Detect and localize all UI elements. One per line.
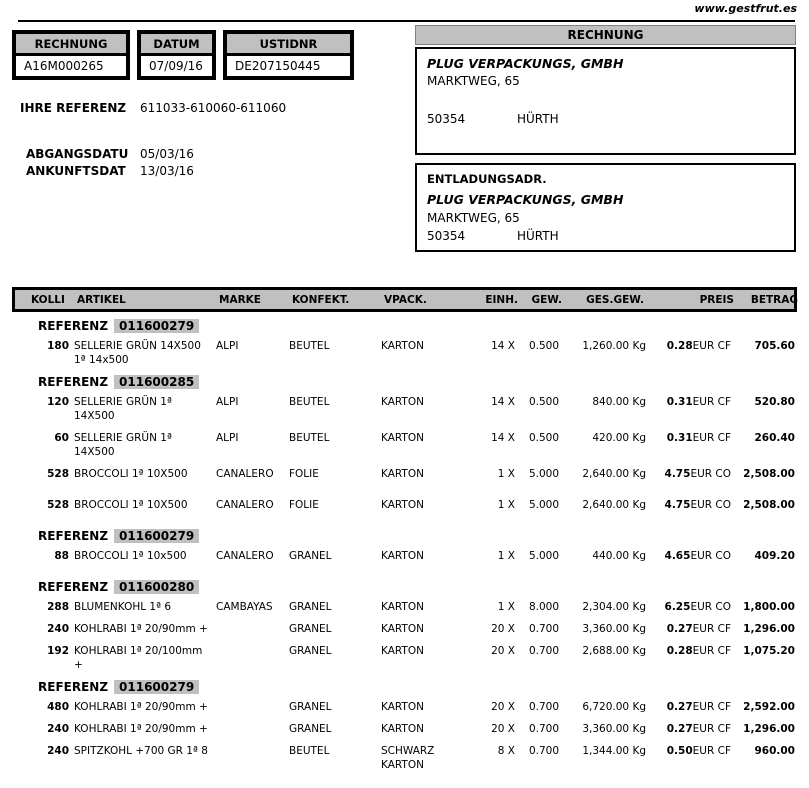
cell-gew: 0.500 (528, 340, 559, 352)
cell-preis (655, 467, 731, 481)
cell-betrag: 705.60 (754, 340, 795, 352)
cell-artikel (74, 700, 216, 714)
cell-gesgew: 2,640.00 Kg (582, 499, 646, 511)
preis-value: 0.27 (666, 723, 693, 735)
reference-label: REFERENZ (38, 580, 109, 594)
departure-date-label: ABGANGSDATU (26, 147, 129, 161)
artikel-line: SELLERIE GRÜN 1ª (74, 396, 172, 408)
cell-gew: 0.700 (528, 645, 559, 657)
table-header (12, 287, 797, 312)
cell-betrag: 960.00 (754, 745, 795, 757)
reference-number: 011600280 (114, 580, 199, 594)
vpack-line: KARTON (381, 550, 424, 562)
reference-number: 011600279 (114, 529, 199, 543)
table-row (12, 700, 809, 714)
artikel-line: BROCCOLI 1ª 10x500 (74, 550, 187, 562)
cell-artikel (74, 549, 216, 563)
cell-konfekt: BEUTEL (289, 340, 330, 352)
col-header-gew: GEW. (531, 293, 562, 306)
reference-number: 011600285 (114, 375, 199, 389)
arrival-date-row (26, 164, 194, 178)
table-row (12, 431, 809, 459)
cell-preis (655, 339, 731, 353)
vpack-line: KARTON (381, 701, 424, 713)
unloading-company-name: PLUG VERPACKUNGS, GMBH (427, 192, 624, 207)
table-row (12, 622, 809, 636)
cell-kolli: 240 (47, 745, 69, 757)
cell-einh: 14 X (491, 340, 515, 352)
col-header-betrag: BETRAG (750, 293, 798, 306)
reference-row (12, 375, 809, 389)
reference-row (12, 529, 809, 543)
cell-einh: 1 X (497, 601, 515, 613)
col-header-artikel: ARTIKEL (77, 293, 126, 306)
cell-vpack (381, 622, 469, 636)
artikel-line: 14X500 (74, 410, 115, 422)
cell-vpack (381, 744, 469, 772)
cell-artikel (74, 395, 216, 423)
cell-gew: 5.000 (528, 499, 559, 511)
cell-vpack (381, 395, 469, 409)
preis-currency-code: EUR CO (690, 499, 731, 511)
vpack-line: KARTON (381, 468, 424, 480)
preis-currency-code: EUR CO (690, 550, 731, 562)
billing-zip: 50354 (427, 112, 466, 126)
table-row (12, 339, 809, 367)
cell-konfekt: GRANEL (289, 645, 332, 657)
cell-gew: 0.700 (528, 623, 559, 635)
cell-preis (655, 600, 731, 614)
cell-kolli: 288 (47, 601, 69, 613)
departure-date-value: 05/03/16 (140, 147, 194, 161)
preis-value: 0.28 (666, 645, 693, 657)
unloading-address-label: ENTLADUNGSADR. (427, 172, 547, 186)
shipping-dates (26, 147, 194, 181)
cell-konfekt: GRANEL (289, 601, 332, 613)
reference-label: REFERENZ (38, 375, 109, 389)
cell-gesgew: 2,688.00 Kg (582, 645, 646, 657)
vpack-line: KARTON (381, 601, 424, 613)
vpack-line: KARTON (381, 432, 424, 444)
billing-city: HÜRTH (517, 112, 559, 126)
cell-gew: 0.500 (528, 432, 559, 444)
vpack-line: KARTON (381, 340, 424, 352)
cell-gew: 0.700 (528, 745, 559, 757)
vpack-line: KARTON (381, 759, 424, 771)
cell-vpack (381, 498, 469, 512)
preis-currency-code: EUR CO (690, 468, 731, 480)
artikel-line: 14X500 (74, 446, 115, 458)
your-reference-value: 611033-610060-611060 (140, 101, 287, 115)
cell-vpack (381, 467, 469, 481)
cell-konfekt: BEUTEL (289, 432, 330, 444)
preis-value: 0.31 (666, 396, 693, 408)
cell-kolli: 180 (47, 340, 69, 352)
preis-currency-code: EUR CF (692, 623, 731, 635)
arrival-date-value: 13/03/16 (140, 164, 194, 178)
cell-gesgew: 2,640.00 Kg (582, 468, 646, 480)
cell-konfekt: GRANEL (289, 723, 332, 735)
col-header-kolli: KOLLI (31, 293, 65, 306)
cell-gesgew: 420.00 Kg (592, 432, 646, 444)
cell-betrag: 2,508.00 (743, 468, 795, 480)
vpack-line: KARTON (381, 723, 424, 735)
cell-gew: 5.000 (528, 550, 559, 562)
cell-marke: ALPI (216, 340, 239, 352)
preis-value: 4.65 (664, 550, 691, 562)
preis-currency-code: EUR CO (690, 601, 731, 613)
table-row (12, 722, 809, 736)
cell-vpack (381, 700, 469, 714)
unloading-street: MARKTWEG, 65 (427, 211, 520, 225)
preis-value: 0.27 (666, 701, 693, 713)
cell-gesgew: 840.00 Kg (592, 396, 646, 408)
table-row (12, 744, 809, 772)
invoice-date-label: DATUM (141, 34, 212, 56)
artikel-line: KOHLRABI 1ª 20/90mm + (74, 623, 208, 635)
cell-marke: ALPI (216, 432, 239, 444)
top-divider (18, 20, 795, 22)
cell-kolli: 480 (47, 701, 69, 713)
preis-value: 6.25 (664, 601, 691, 613)
cell-marke: ALPI (216, 396, 239, 408)
cell-gew: 8.000 (528, 601, 559, 613)
artikel-line: BROCCOLI 1ª 10X500 (74, 499, 188, 511)
cell-gesgew: 1,344.00 Kg (582, 745, 646, 757)
artikel-line: SPITZKOHL +700 GR 1ª 8 (74, 745, 208, 757)
cell-preis (655, 722, 731, 736)
artikel-line: SELLERIE GRÜN 1ª (74, 432, 172, 444)
col-header-marke: MARKE (219, 293, 261, 306)
cell-konfekt: FOLIE (289, 468, 319, 480)
cell-preis (655, 498, 731, 512)
cell-betrag: 260.40 (754, 432, 795, 444)
artikel-line: SELLERIE GRÜN 14X500 (74, 340, 201, 352)
cell-konfekt: GRANEL (289, 550, 332, 562)
cell-einh: 20 X (491, 701, 515, 713)
cell-gesgew: 1,260.00 Kg (582, 340, 646, 352)
cell-vpack (381, 339, 469, 353)
artikel-line: + (74, 659, 83, 671)
preis-value: 0.50 (666, 745, 693, 757)
cell-marke: CANALERO (216, 550, 274, 562)
preis-currency-code: EUR CF (692, 723, 731, 735)
cell-einh: 1 X (497, 468, 515, 480)
cell-preis (655, 622, 731, 636)
preis-currency-code: EUR CF (692, 432, 731, 444)
table-row (12, 644, 809, 672)
cell-einh: 1 X (497, 499, 515, 511)
cell-vpack (381, 549, 469, 563)
preis-value: 0.28 (666, 340, 693, 352)
cell-preis (655, 644, 731, 658)
invoice-number-box (12, 30, 130, 80)
artikel-line: BLUMENKOHL 1ª 6 (74, 601, 172, 613)
cell-kolli: 240 (47, 623, 69, 635)
invoice-info-boxes (12, 30, 361, 80)
cell-kolli: 120 (47, 396, 69, 408)
preis-currency-code: EUR CF (692, 701, 731, 713)
invoice-date-box (137, 30, 216, 80)
cell-betrag: 1,800.00 (743, 601, 795, 613)
cell-betrag: 409.20 (754, 550, 795, 562)
reference-group (12, 375, 809, 512)
cell-betrag: 1,075.20 (743, 645, 795, 657)
invoice-number-value: A16M000265 (24, 59, 104, 73)
vpack-line: KARTON (381, 499, 424, 511)
cell-preis (655, 700, 731, 714)
reference-row (12, 580, 809, 594)
cell-gesgew: 6,720.00 Kg (582, 701, 646, 713)
vat-id-box (223, 30, 354, 80)
artikel-line: KOHLRABI 1ª 20/90mm + (74, 701, 208, 713)
cell-konfekt: BEUTEL (289, 396, 330, 408)
table-body (12, 316, 809, 780)
cell-artikel (74, 431, 216, 459)
artikel-line: KOHLRABI 1ª 20/100mm (74, 645, 203, 657)
cell-kolli: 60 (54, 432, 69, 444)
col-header-gesgew: GES.GEW. (586, 293, 644, 306)
table-row (12, 600, 809, 614)
reference-group (12, 319, 809, 367)
table-row (12, 395, 809, 423)
vat-id-value: DE207150445 (235, 59, 321, 73)
cell-marke: CANALERO (216, 468, 274, 480)
cell-einh: 20 X (491, 645, 515, 657)
artikel-line: BROCCOLI 1ª 10X500 (74, 468, 188, 480)
cell-artikel (74, 467, 216, 481)
arrival-date-label: ANKUNFTSDAT (26, 164, 126, 178)
cell-betrag: 2,508.00 (743, 499, 795, 511)
cell-preis (655, 395, 731, 409)
reference-number: 011600279 (114, 680, 199, 694)
unloading-zip: 50354 (427, 229, 466, 243)
cell-konfekt: BEUTEL (289, 745, 330, 757)
col-header-vpack: VPACK. (384, 293, 427, 306)
your-reference-row (20, 101, 286, 115)
cell-einh: 14 X (491, 432, 515, 444)
table-row (12, 467, 809, 481)
cell-artikel (74, 600, 216, 614)
invoice-number-label: RECHNUNG (16, 34, 126, 56)
cell-gesgew: 3,360.00 Kg (582, 723, 646, 735)
cell-vpack (381, 600, 469, 614)
reference-group (12, 529, 809, 563)
cell-artikel (74, 622, 216, 636)
unloading-address-box (415, 163, 796, 252)
reference-group (12, 680, 809, 772)
artikel-line: KOHLRABI 1ª 20/90mm + (74, 723, 208, 735)
col-header-einh: EINH. (485, 293, 518, 306)
cell-konfekt: GRANEL (289, 701, 332, 713)
cell-vpack (381, 644, 469, 658)
reference-row (12, 319, 809, 333)
recipient-column (415, 25, 796, 252)
preis-value: 0.27 (666, 623, 693, 635)
preis-value: 4.75 (664, 499, 691, 511)
preis-currency-code: EUR CF (692, 745, 731, 757)
cell-marke: CANALERO (216, 499, 274, 511)
cell-vpack (381, 431, 469, 445)
artikel-line: 1ª 14x500 (74, 354, 129, 366)
reference-group (12, 580, 809, 672)
cell-betrag: 1,296.00 (743, 723, 795, 735)
preis-currency-code: EUR CF (692, 396, 731, 408)
cell-kolli: 240 (47, 723, 69, 735)
cell-einh: 20 X (491, 723, 515, 735)
invoice-title-bar: RECHNUNG (415, 25, 796, 45)
cell-betrag: 520.80 (754, 396, 795, 408)
cell-konfekt: GRANEL (289, 623, 332, 635)
cell-preis (655, 744, 731, 758)
cell-marke: CAMBAYAS (216, 601, 273, 613)
cell-artikel (74, 744, 216, 758)
col-header-preis: PREIS (699, 293, 734, 306)
cell-artikel (74, 339, 216, 367)
cell-gew: 0.500 (528, 396, 559, 408)
vpack-line: KARTON (381, 396, 424, 408)
cell-preis (655, 549, 731, 563)
preis-value: 0.31 (666, 432, 693, 444)
preis-currency-code: EUR CF (692, 645, 731, 657)
preis-value: 4.75 (664, 468, 691, 480)
invoice-date-value: 07/09/16 (149, 59, 203, 73)
billing-company-name: PLUG VERPACKUNGS, GMBH (427, 56, 624, 71)
billing-city-row (427, 112, 784, 126)
vpack-line: KARTON (381, 623, 424, 635)
cell-einh: 1 X (497, 550, 515, 562)
reference-row (12, 680, 809, 694)
cell-gesgew: 3,360.00 Kg (582, 623, 646, 635)
website-link: www.gestfrut.es (694, 2, 797, 15)
cell-vpack (381, 722, 469, 736)
cell-betrag: 1,296.00 (743, 623, 795, 635)
cell-kolli: 192 (47, 645, 69, 657)
departure-date-row (26, 147, 194, 161)
table-row (12, 549, 809, 563)
vpack-line: KARTON (381, 645, 424, 657)
cell-kolli: 528 (47, 468, 69, 480)
vpack-line: SCHWARZ (381, 745, 435, 757)
cell-gew: 0.700 (528, 701, 559, 713)
cell-gesgew: 2,304.00 Kg (582, 601, 646, 613)
cell-einh: 8 X (497, 745, 515, 757)
cell-gew: 0.700 (528, 723, 559, 735)
unloading-city: HÜRTH (517, 229, 559, 243)
table-row (12, 498, 809, 512)
unloading-city-row (427, 229, 784, 243)
cell-gew: 5.000 (528, 468, 559, 480)
preis-currency-code: EUR CF (692, 340, 731, 352)
vat-id-label: USTIDNR (227, 34, 350, 56)
cell-einh: 20 X (491, 623, 515, 635)
your-reference-label: IHRE REFERENZ (20, 101, 127, 115)
reference-label: REFERENZ (38, 680, 109, 694)
reference-label: REFERENZ (38, 319, 109, 333)
billing-street: MARKTWEG, 65 (427, 74, 520, 88)
cell-preis (655, 431, 731, 445)
billing-address-box (415, 47, 796, 155)
reference-number: 011600279 (114, 319, 199, 333)
cell-betrag: 2,592.00 (743, 701, 795, 713)
cell-kolli: 88 (54, 550, 69, 562)
cell-einh: 14 X (491, 396, 515, 408)
cell-konfekt: FOLIE (289, 499, 319, 511)
cell-artikel (74, 498, 216, 512)
cell-artikel (74, 644, 216, 672)
reference-label: REFERENZ (38, 529, 109, 543)
col-header-konfekt: KONFEKT. (292, 293, 350, 306)
cell-gesgew: 440.00 Kg (592, 550, 646, 562)
cell-kolli: 528 (47, 499, 69, 511)
cell-artikel (74, 722, 216, 736)
